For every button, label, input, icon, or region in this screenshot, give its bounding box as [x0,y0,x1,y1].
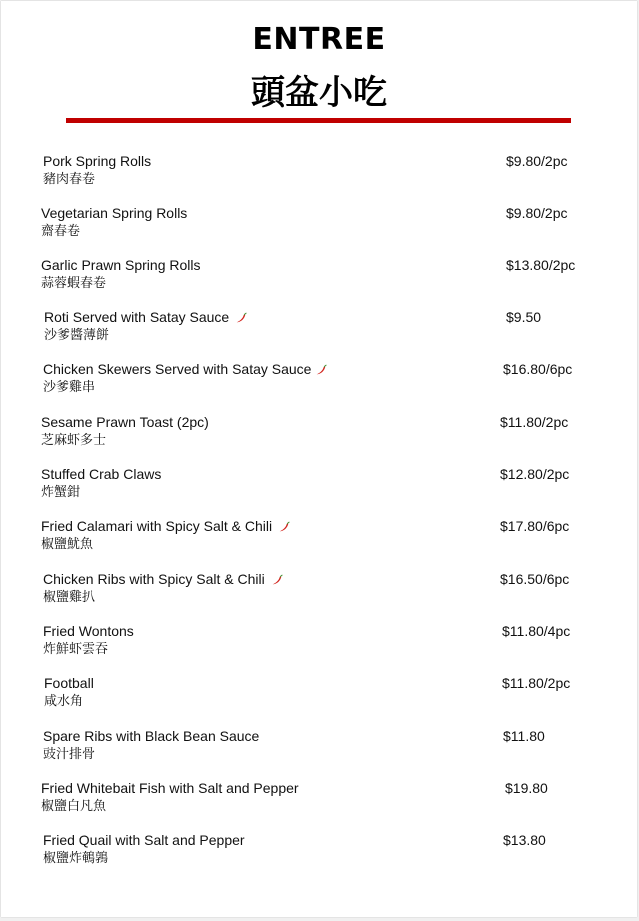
menu-item [1,466,637,510]
item-name-chinese: 咸水角 [44,694,84,709]
menu-item [1,623,637,667]
item-name: Fried Quail with Salt and Pepper [43,832,245,848]
menu-item [1,571,637,615]
item-name: Chicken Skewers Served with Satay Sauce [43,361,328,378]
item-name: Stuffed Crab Claws [41,466,162,482]
item-name: Fried Calamari with Spicy Salt & Chili [41,518,291,535]
item-name-chinese: 炸鮮虾雲吞 [43,642,109,657]
item-name: Fried Whitebait Fish with Salt and Pepper [41,780,299,796]
item-price: $9.80/2pc [506,205,568,221]
item-price: $16.50/6pc [500,571,570,587]
menu-item [1,309,637,353]
item-price: $11.80/2pc [500,414,569,430]
item-name: Chicken Ribs with Spicy Salt & Chili [43,571,284,588]
item-name: Garlic Prawn Spring Rolls [41,257,201,273]
item-name: Sesame Prawn Toast (2pc) [41,414,209,430]
item-price: $9.50 [506,309,542,325]
menu-item [1,518,637,562]
menu-item [1,675,637,719]
menu-item [1,728,637,772]
item-price: $17.80/6pc [500,518,570,534]
chili-pepper-icon [314,362,328,376]
menu-item [1,361,637,405]
chili-pepper-icon [270,572,284,586]
item-price: $13.80/2pc [506,257,576,273]
menu-list [1,1,637,917]
item-price: $12.80/2pc [500,466,570,482]
item-name-chinese: 椒鹽魷魚 [41,537,94,552]
chili-pepper-icon [277,519,291,533]
item-name: Pork Spring Rolls [43,153,152,169]
item-price: $11.80 [503,728,545,744]
item-name-chinese: 椒鹽雞扒 [43,590,96,605]
chili-pepper-icon [234,310,248,324]
item-name-chinese: 齋春卷 [41,224,81,239]
item-price: $19.80 [505,780,548,796]
item-price: $16.80/6pc [503,361,573,377]
item-name-chinese: 炸蟹鉗 [41,485,81,500]
item-name: Roti Served with Satay Sauce [44,309,248,326]
item-name-chinese: 椒鹽白凡魚 [41,799,107,814]
item-name: Vegetarian Spring Rolls [41,205,188,221]
item-name-chinese: 沙爹雞串 [43,380,96,395]
item-name-chinese: 豉汁排骨 [43,747,96,762]
menu-item [1,832,637,876]
section-title-chinese: 頭盆小吃 [251,73,387,113]
item-price: $11.80/2pc [502,675,571,691]
menu-item [1,205,637,249]
item-name: Fried Wontons [43,623,134,639]
item-price: $13.80 [503,832,546,848]
section-title-english: ENTREE [252,22,386,57]
menu-item [1,153,637,197]
menu-item [1,780,637,824]
item-name-chinese: 蒜蓉蝦春卷 [41,276,107,291]
item-price: $11.80/4pc [502,623,571,639]
menu-page [1,1,637,917]
item-price: $9.80/2pc [506,153,568,169]
menu-item [1,414,637,458]
item-name-chinese: 沙爹醬薄餅 [44,328,110,343]
item-name-chinese: 芝麻虾多士 [41,433,107,448]
item-name-chinese: 椒鹽炸鵪鶉 [43,851,109,866]
item-name-chinese: 豬肉春卷 [43,172,96,187]
menu-item [1,257,637,301]
item-name: Spare Ribs with Black Bean Sauce [43,728,260,744]
item-name: Football [44,675,94,691]
